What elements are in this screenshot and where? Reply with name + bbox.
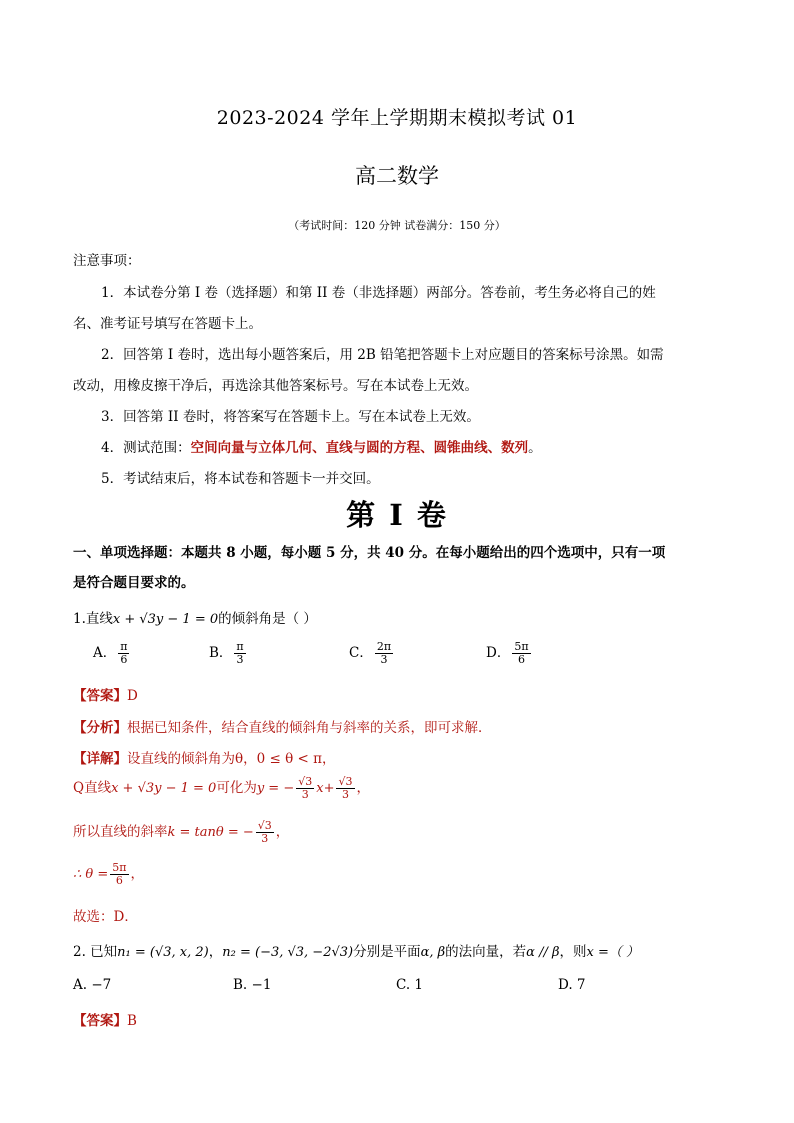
section-1-instructions-line-2: 是符合题目要求的。 [73,575,195,591]
q1-analysis [73,716,492,736]
q1-step1-eq: x + √3y − 1 = 0 [111,781,217,796]
q1-step1-b: 可化为 [216,780,257,796]
note-3: 3．回答第 II 卷时，将答案写在答题卡上。写在本试卷上无效。 [101,409,480,425]
q1-analysis-tag: 【分析】 [73,720,127,736]
q1-step2-c: ， [275,824,290,840]
q2-option-d: D. 7 [558,977,586,993]
q1-option-d-label: D． [486,645,511,661]
q1-step3-a: ∴ θ = [73,867,109,882]
note-4-prefix: 4．测试范围： [101,440,191,456]
q1-answer-value: D [127,688,138,704]
q1-step2-a: 所以直线的斜率 [73,824,168,840]
q2-answer [73,1009,137,1029]
q1-step1-frac1-den: 3 [301,788,309,801]
q2-prefix: 2. 已知 [73,944,118,960]
q1-step1-d: x+ [316,781,335,796]
q1-equation: x + √3y − 1 = 0 [112,612,219,627]
q1-option-b-den: 3 [236,653,244,666]
q1-step3-frac-den: 6 [115,874,123,887]
q2-option-c: C. 1 [396,977,424,993]
volume-title: 第 I 卷 [346,498,448,532]
q1-detail-tag: 【详解】 [73,751,127,767]
q1-option-a-num: π [120,640,128,654]
q1-option-a [93,641,131,666]
q1-option-c-den: 3 [380,653,388,666]
q2-ask: x =（ ） [586,945,639,960]
test-scope: 空间向量与立体几何、直线与圆的方程、圆锥曲线、数列 [190,440,529,456]
q2-condition: α // β [526,945,560,960]
q1-detail-text: 设直线的倾斜角为θ，0 ≤ θ < π， [127,751,336,767]
q1-answer [73,684,138,704]
q1-step2-frac-den: 3 [261,832,269,845]
q1-step2-frac-num: √3 [257,819,272,833]
q1-option-b-num: π [236,640,244,654]
q1-option-d-num: 5π [514,640,529,654]
note-5: 5．考试结束后，将本试卷和答题卡一并交回。 [101,471,380,487]
q1-step1-e: ， [356,780,370,796]
q1-step2-b: k = tanθ = − [167,825,254,840]
q1-option-b [209,641,248,666]
notes-heading: 注意事项： [73,253,141,269]
q1-suffix: 的倾斜角是（ ） [218,611,317,627]
q1-step1-frac2-den: 3 [341,788,349,801]
question-1-stem [73,607,317,627]
q1-step-1 [73,776,370,801]
q1-answer-tag: 【答案】 [73,688,127,704]
q1-step1-frac1-num: √3 [298,775,313,789]
q1-step-3 [73,862,144,887]
note-4 [101,436,542,456]
question-2-stem [73,940,639,960]
note-1-line-2: 名、准考证号填写在答题卡上。 [73,316,262,332]
q1-step-2 [73,820,289,845]
exam-title: 2023-2024 学年上学期期末模拟考试 01 [216,107,578,129]
q2-answer-tag: 【答案】 [73,1013,127,1029]
q1-option-a-den: 6 [120,653,128,666]
q1-option-a-label: A． [93,645,117,661]
section-1-instructions-line-1: 一、单项选择题：本题共 8 小题，每小题 5 分，共 40 分。在每小题给出的四个选项中，只有一项 [73,545,666,561]
q1-step3-frac-num: 5π [112,861,127,875]
q1-option-c-label: C． [349,645,373,661]
q1-option-d [486,641,533,666]
q1-detail [73,747,336,767]
q2-mid: 分别是平面 [353,944,421,960]
time-info: （考试时间：120 分钟 试卷满分：150 分） [288,219,506,232]
q2-planes: α, β [420,945,446,960]
q2-n2: n₂ = (−3, √3, −2√3) [222,945,354,960]
q1-step1-c: y = − [256,781,295,796]
q1-step3-b: ， [130,866,144,882]
note-1-line-1: 1．本试卷分第 I 卷（选择题）和第 II 卷（非选择题）两部分。答卷前，考生务必将自己的姓 [101,285,656,301]
q1-option-c [349,641,395,666]
q2-sep: ， [208,944,223,960]
q2-mid3: ，则 [559,944,587,960]
q2-answer-value: B [127,1013,137,1029]
q1-conclusion: 故选：D． [73,909,138,925]
q2-n1: n₁ = (√3, x, 2) [117,945,209,960]
q2-option-a: A. −7 [73,977,112,993]
note-2-line-1: 2．回答第 I 卷时，选出每小题答案后，用 2B 铅笔把答题卡上对应题目的答案标号涂黑。如需 [101,347,664,363]
note-4-suffix: 。 [528,440,542,456]
q1-option-b-label: B． [209,645,233,661]
note-2-line-2: 改动，用橡皮擦干净后，再选涂其他答案标号。写在本试卷上无效。 [73,378,478,394]
q2-mid2: 的法向量，若 [445,944,527,960]
q1-analysis-text: 根据已知条件，结合直线的倾斜角与斜率的关系，即可求解． [127,720,492,736]
q1-prefix: 1.直线 [73,611,113,627]
q1-option-d-den: 6 [517,653,525,666]
q1-step1-frac2-num: √3 [338,775,353,789]
exam-subject: 高二数学 [355,164,439,188]
q2-option-b: B. −1 [233,977,272,993]
q1-step1-a: Q直线 [73,780,112,796]
q1-option-c-num: 2π [376,640,392,654]
